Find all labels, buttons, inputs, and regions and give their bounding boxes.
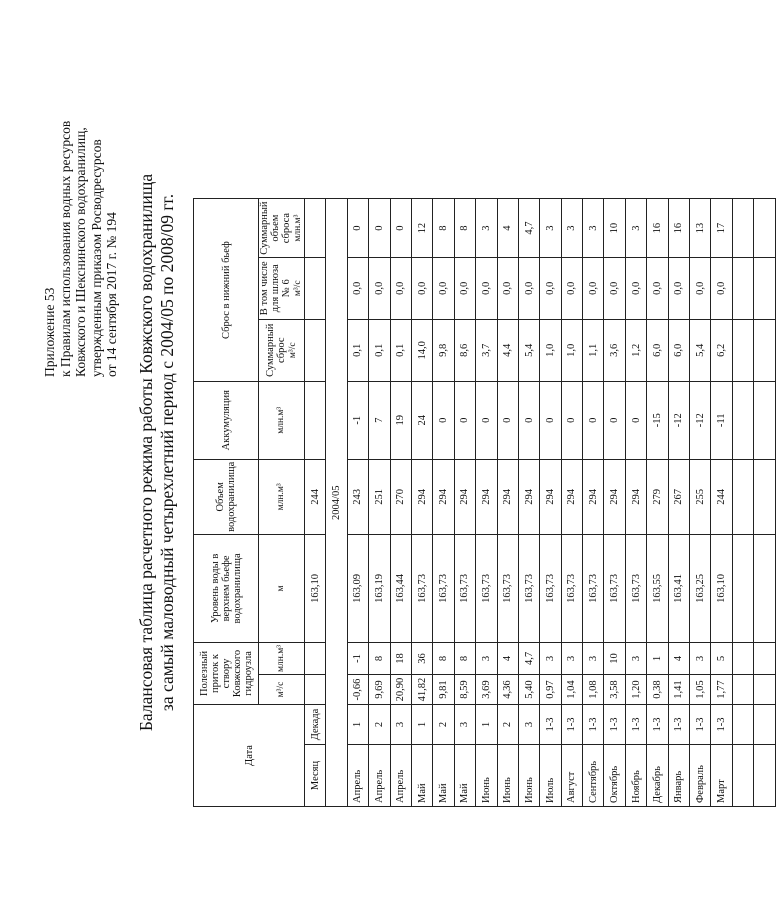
cell-total-volume: 17 xyxy=(711,199,732,257)
table-row xyxy=(497,199,518,807)
unit-volume: млн.м³ xyxy=(259,459,305,534)
document-title xyxy=(136,0,178,905)
cell-total-discharge: 9,8 xyxy=(433,319,454,381)
cell-month: Октябрь xyxy=(604,745,625,807)
blank-cell xyxy=(732,199,753,257)
cell-inflow-m3s: 1,77 xyxy=(711,675,732,705)
cell-accumulation: -11 xyxy=(711,381,732,459)
year-label: 2004/05 xyxy=(326,199,347,807)
blank-cell xyxy=(732,459,753,534)
table-row xyxy=(390,199,411,807)
header-inflow: Полезный приток к створу Ковжского гидроузла xyxy=(194,642,259,704)
cell-level: 163,73 xyxy=(518,534,539,642)
cell-level: 163,19 xyxy=(369,534,390,642)
cell-decade: 1-3 xyxy=(690,705,711,745)
cell-inflow-m3s: 4,36 xyxy=(497,675,518,705)
cell-inflow-m3s: 1,04 xyxy=(561,675,582,705)
cell-volume: 279 xyxy=(647,459,668,534)
cell-lock6: 0,0 xyxy=(476,257,497,319)
table-row xyxy=(411,199,432,807)
table-row xyxy=(561,199,582,807)
appendix-line: от 14 сентября 2017 г. № 194 xyxy=(104,212,119,377)
cell-inflow-m3s: 5,40 xyxy=(518,675,539,705)
cell-inflow-m3s: -0,66 xyxy=(347,675,368,705)
cell-total-volume: 3 xyxy=(625,199,646,257)
table-row xyxy=(647,199,668,807)
cell-total-volume: 16 xyxy=(668,199,689,257)
cell-inflow-m3s: 9,81 xyxy=(433,675,454,705)
blank-cell xyxy=(754,534,775,642)
cell-inflow-m3s: 0,38 xyxy=(647,675,668,705)
blank-cell xyxy=(754,745,775,807)
cell-lock6: 0,0 xyxy=(390,257,411,319)
cell-level: 163,73 xyxy=(625,534,646,642)
header-volume: Объем водохранилища xyxy=(194,459,259,534)
cell-volume: 255 xyxy=(690,459,711,534)
table-row xyxy=(433,199,454,807)
cell-total-volume: 10 xyxy=(604,199,625,257)
cell-total-volume: 0 xyxy=(390,199,411,257)
cell-total-discharge: 8,6 xyxy=(454,319,475,381)
cell-accumulation: 7 xyxy=(369,381,390,459)
cell-volume: 294 xyxy=(625,459,646,534)
cell-month: Февраль xyxy=(690,745,711,807)
empty-row xyxy=(732,199,753,807)
cell-total-volume: 3 xyxy=(476,199,497,257)
blank-cell xyxy=(305,199,326,257)
cell-inflow-m3s: 20,90 xyxy=(390,675,411,705)
header-decade: Декада xyxy=(305,705,326,745)
cell-total-volume: 13 xyxy=(690,199,711,257)
cell-total-volume: 4,7 xyxy=(518,199,539,257)
cell-lock6: 0,0 xyxy=(433,257,454,319)
cell-decade: 1-3 xyxy=(540,705,561,745)
unit-accumulation: млн.м³ xyxy=(259,381,305,459)
cell-level: 163,25 xyxy=(690,534,711,642)
cell-total-volume: 0 xyxy=(369,199,390,257)
blank-cell xyxy=(305,675,326,705)
blank-cell xyxy=(754,459,775,534)
table-row xyxy=(690,199,711,807)
cell-month: Июнь xyxy=(497,745,518,807)
cell-volume: 294 xyxy=(497,459,518,534)
cell-total-discharge: 6,2 xyxy=(711,319,732,381)
cell-accumulation: 0 xyxy=(625,381,646,459)
cell-volume: 294 xyxy=(583,459,604,534)
cell-total-discharge: 5,4 xyxy=(690,319,711,381)
table-body xyxy=(347,199,775,807)
table-row xyxy=(518,199,539,807)
cell-decade: 1-3 xyxy=(711,705,732,745)
cell-volume: 244 xyxy=(711,459,732,534)
cell-month: Март xyxy=(711,745,732,807)
cell-level: 163,41 xyxy=(668,534,689,642)
cell-total-volume: 3 xyxy=(561,199,582,257)
cell-lock6: 0,0 xyxy=(668,257,689,319)
empty-row xyxy=(754,199,775,807)
cell-volume: 294 xyxy=(561,459,582,534)
cell-decade: 1-3 xyxy=(604,705,625,745)
cell-level: 163,55 xyxy=(647,534,668,642)
cell-level: 163,10 xyxy=(711,534,732,642)
cell-accumulation: 0 xyxy=(604,381,625,459)
cell-decade: 1-3 xyxy=(583,705,604,745)
cell-level: 163,73 xyxy=(454,534,475,642)
balance-table xyxy=(193,198,776,807)
cell-lock6: 0,0 xyxy=(583,257,604,319)
cell-decade: 2 xyxy=(497,705,518,745)
cell-lock6: 0,0 xyxy=(690,257,711,319)
blank-cell xyxy=(754,257,775,319)
blank-cell xyxy=(732,705,753,745)
header-incl-lock6-label: В том числе для шлюза № 6 xyxy=(259,261,292,316)
cell-decade: 1 xyxy=(347,705,368,745)
cell-accumulation: 0 xyxy=(476,381,497,459)
cell-inflow-mln: 5 xyxy=(711,642,732,674)
unit-total-discharge-volume: млн.м³ xyxy=(293,214,303,242)
cell-level: 163,73 xyxy=(476,534,497,642)
blank-cell xyxy=(305,642,326,674)
cell-inflow-m3s: 3,69 xyxy=(476,675,497,705)
cell-level: 163,73 xyxy=(433,534,454,642)
unit-total-discharge: м³/с xyxy=(287,342,298,359)
table-row xyxy=(604,199,625,807)
header-date: Дата xyxy=(194,705,305,807)
cell-month: Июнь xyxy=(518,745,539,807)
cell-month: Май xyxy=(411,745,432,807)
header-total-discharge xyxy=(259,319,305,381)
table-row xyxy=(454,199,475,807)
cell-accumulation: -12 xyxy=(690,381,711,459)
cell-level: 163,73 xyxy=(540,534,561,642)
cell-accumulation: 0 xyxy=(583,381,604,459)
cell-total-volume: 8 xyxy=(454,199,475,257)
cell-decade: 1-3 xyxy=(668,705,689,745)
blank-cell xyxy=(732,642,753,674)
cell-inflow-m3s: 0,97 xyxy=(540,675,561,705)
table-row xyxy=(583,199,604,807)
blank-cell xyxy=(305,257,326,319)
unit-inflow-m3s: м³/с xyxy=(259,675,305,705)
blank-cell xyxy=(732,675,753,705)
blank-cell xyxy=(754,705,775,745)
cell-lock6: 0,0 xyxy=(647,257,668,319)
cell-decade: 3 xyxy=(518,705,539,745)
cell-total-discharge: 0,1 xyxy=(369,319,390,381)
cell-total-discharge: 1,1 xyxy=(583,319,604,381)
cell-lock6: 0,0 xyxy=(561,257,582,319)
cell-lock6: 0,0 xyxy=(454,257,475,319)
cell-inflow-mln: 18 xyxy=(390,642,411,674)
cell-month: Май xyxy=(433,745,454,807)
table-row xyxy=(625,199,646,807)
appendix-note xyxy=(42,37,120,377)
cell-inflow-mln: 8 xyxy=(454,642,475,674)
header-total-discharge-volume xyxy=(259,199,305,257)
cell-total-volume: 3 xyxy=(583,199,604,257)
blank-cell xyxy=(305,381,326,459)
cell-volume: 294 xyxy=(454,459,475,534)
title-line-2: за самый маловодный четырехлетний период с 2004/05 по 2008/09 гг. xyxy=(157,193,177,712)
cell-decade: 3 xyxy=(454,705,475,745)
cell-lock6: 0,0 xyxy=(518,257,539,319)
initial-level: 163,10 xyxy=(305,534,326,642)
header-month: Месяц xyxy=(305,745,326,807)
appendix-line: Ковжского и Шекснинского водохранилищ, xyxy=(73,127,88,377)
cell-accumulation: 19 xyxy=(390,381,411,459)
cell-month: Май xyxy=(454,745,475,807)
cell-inflow-m3s: 8,59 xyxy=(454,675,475,705)
cell-decade: 1-3 xyxy=(647,705,668,745)
cell-inflow-m3s: 3,58 xyxy=(604,675,625,705)
cell-total-volume: 4 xyxy=(497,199,518,257)
cell-inflow-mln: -1 xyxy=(347,642,368,674)
cell-inflow-m3s: 1,05 xyxy=(690,675,711,705)
cell-month: Сентябрь xyxy=(583,745,604,807)
appendix-line: утвержденным приказом Росводресурсов xyxy=(88,139,104,377)
blank-cell xyxy=(732,257,753,319)
cell-volume: 294 xyxy=(518,459,539,534)
header-discharge-group: Сброс в нижний бьеф xyxy=(194,199,259,381)
header-incl-lock6 xyxy=(259,257,305,319)
blank-cell xyxy=(732,534,753,642)
header-total-discharge-volume-label: Суммарный объем сброса xyxy=(259,201,292,255)
cell-accumulation: 0 xyxy=(454,381,475,459)
cell-month: Ноябрь xyxy=(625,745,646,807)
cell-lock6: 0,0 xyxy=(369,257,390,319)
cell-lock6: 0,0 xyxy=(604,257,625,319)
cell-level: 163,73 xyxy=(561,534,582,642)
cell-inflow-m3s: 41,82 xyxy=(411,675,432,705)
table-row xyxy=(369,199,390,807)
cell-volume: 267 xyxy=(668,459,689,534)
cell-accumulation: 0 xyxy=(433,381,454,459)
cell-accumulation: 0 xyxy=(518,381,539,459)
cell-total-discharge: 3,6 xyxy=(604,319,625,381)
cell-month: Апрель xyxy=(390,745,411,807)
blank-cell xyxy=(732,381,753,459)
cell-total-discharge: 0,1 xyxy=(390,319,411,381)
cell-decade: 1 xyxy=(476,705,497,745)
cell-accumulation: -1 xyxy=(347,381,368,459)
cell-lock6: 0,0 xyxy=(411,257,432,319)
cell-accumulation: -12 xyxy=(668,381,689,459)
cell-total-volume: 16 xyxy=(647,199,668,257)
cell-volume: 251 xyxy=(369,459,390,534)
cell-decade: 1-3 xyxy=(625,705,646,745)
cell-inflow-mln: 3 xyxy=(540,642,561,674)
cell-accumulation: 0 xyxy=(561,381,582,459)
header-level: Уровень воды в верхнем бьефе водохранилища xyxy=(194,534,259,642)
cell-total-discharge: 1,2 xyxy=(625,319,646,381)
cell-lock6: 0,0 xyxy=(497,257,518,319)
cell-inflow-mln: 8 xyxy=(369,642,390,674)
header-accumulation: Аккумуляция xyxy=(194,381,259,459)
blank-cell xyxy=(754,642,775,674)
cell-total-discharge: 1,0 xyxy=(540,319,561,381)
blank-cell xyxy=(754,675,775,705)
cell-inflow-mln: 36 xyxy=(411,642,432,674)
cell-total-volume: 12 xyxy=(411,199,432,257)
cell-inflow-mln: 4 xyxy=(497,642,518,674)
cell-total-volume: 3 xyxy=(540,199,561,257)
appendix-line: Приложение 53 xyxy=(42,287,57,377)
cell-volume: 294 xyxy=(411,459,432,534)
blank-cell xyxy=(732,319,753,381)
cell-level: 163,73 xyxy=(604,534,625,642)
cell-level: 163,73 xyxy=(497,534,518,642)
unit-level: м xyxy=(259,534,305,642)
cell-inflow-mln: 3 xyxy=(561,642,582,674)
blank-cell xyxy=(732,745,753,807)
table-row xyxy=(476,199,497,807)
cell-inflow-mln: 4 xyxy=(668,642,689,674)
cell-total-discharge: 3,7 xyxy=(476,319,497,381)
cell-inflow-m3s: 1,20 xyxy=(625,675,646,705)
cell-month: Январь xyxy=(668,745,689,807)
cell-inflow-mln: 10 xyxy=(604,642,625,674)
cell-volume: 294 xyxy=(476,459,497,534)
cell-total-volume: 0 xyxy=(347,199,368,257)
cell-month: Декабрь xyxy=(647,745,668,807)
cell-total-discharge: 5,4 xyxy=(518,319,539,381)
initial-volume: 244 xyxy=(305,459,326,534)
cell-decade: 1 xyxy=(411,705,432,745)
cell-level: 163,44 xyxy=(390,534,411,642)
cell-month: Июнь xyxy=(476,745,497,807)
cell-month: Апрель xyxy=(369,745,390,807)
title-line-1: Балансовая таблица расчетного режима работы Ковжского водохранилища xyxy=(136,173,156,732)
unit-lock6: м³/с xyxy=(293,280,303,297)
cell-decade: 2 xyxy=(433,705,454,745)
cell-lock6: 0,0 xyxy=(347,257,368,319)
blank-cell xyxy=(305,319,326,381)
cell-month: Август xyxy=(561,745,582,807)
table-row xyxy=(347,199,368,807)
cell-total-discharge: 1,0 xyxy=(561,319,582,381)
cell-lock6: 0,0 xyxy=(711,257,732,319)
cell-total-discharge: 0,1 xyxy=(347,319,368,381)
table-row xyxy=(540,199,561,807)
cell-accumulation: 0 xyxy=(497,381,518,459)
table-row xyxy=(711,199,732,807)
cell-inflow-mln: 3 xyxy=(476,642,497,674)
cell-decade: 3 xyxy=(390,705,411,745)
cell-inflow-mln: 3 xyxy=(625,642,646,674)
cell-lock6: 0,0 xyxy=(540,257,561,319)
cell-inflow-mln: 8 xyxy=(433,642,454,674)
cell-total-discharge: 14,0 xyxy=(411,319,432,381)
cell-volume: 270 xyxy=(390,459,411,534)
cell-volume: 294 xyxy=(540,459,561,534)
cell-level: 163,73 xyxy=(583,534,604,642)
cell-decade: 2 xyxy=(369,705,390,745)
cell-volume: 294 xyxy=(433,459,454,534)
cell-month: Июль xyxy=(540,745,561,807)
cell-inflow-mln: 4,7 xyxy=(518,642,539,674)
header-total-discharge-label: Суммарный сброс xyxy=(264,323,287,377)
appendix-line: к Правилам использования водных ресурсов xyxy=(57,120,73,377)
cell-volume: 243 xyxy=(347,459,368,534)
cell-decade: 1-3 xyxy=(561,705,582,745)
cell-inflow-m3s: 1,08 xyxy=(583,675,604,705)
cell-inflow-m3s: 1,41 xyxy=(668,675,689,705)
cell-total-volume: 8 xyxy=(433,199,454,257)
cell-accumulation: 0 xyxy=(540,381,561,459)
cell-inflow-mln: 1 xyxy=(647,642,668,674)
blank-cell xyxy=(754,381,775,459)
blank-cell xyxy=(754,319,775,381)
cell-month: Апрель xyxy=(347,745,368,807)
cell-accumulation: 24 xyxy=(411,381,432,459)
unit-inflow-mln: млн.м³ xyxy=(259,642,305,674)
cell-total-discharge: 6,0 xyxy=(647,319,668,381)
cell-total-discharge: 4,4 xyxy=(497,319,518,381)
cell-level: 163,73 xyxy=(411,534,432,642)
cell-total-discharge: 6,0 xyxy=(668,319,689,381)
cell-lock6: 0,0 xyxy=(625,257,646,319)
cell-inflow-m3s: 9,69 xyxy=(369,675,390,705)
blank-cell xyxy=(754,199,775,257)
cell-accumulation: -15 xyxy=(647,381,668,459)
cell-inflow-mln: 3 xyxy=(583,642,604,674)
table-row xyxy=(668,199,689,807)
cell-level: 163,09 xyxy=(347,534,368,642)
cell-inflow-mln: 3 xyxy=(690,642,711,674)
cell-volume: 294 xyxy=(604,459,625,534)
